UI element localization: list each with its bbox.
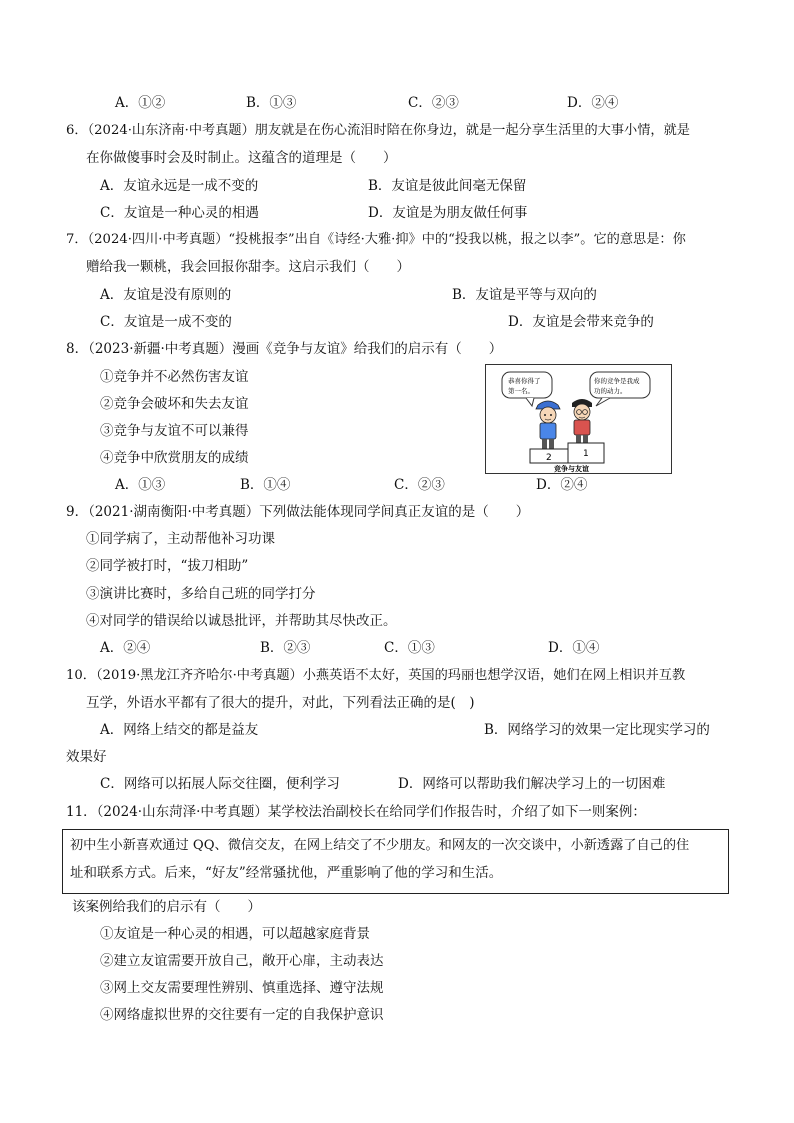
q6-option-b: B．友谊是彼此间毫无保留 xyxy=(368,178,527,194)
boy-with-glasses xyxy=(572,399,592,443)
q9-stem: 9．（2021·湖南衡阳·中考真题）下列做法能体现同学间真正友谊的是（ ） xyxy=(66,504,530,520)
bubble-right-line1: 你的竞争是我成 xyxy=(594,377,640,385)
q9-item-1: ①同学病了，主动帮他补习功课 xyxy=(86,531,275,547)
podium-left-number: 2 xyxy=(546,453,552,463)
q7-option-c: C．友谊是一成不变的 xyxy=(100,314,232,330)
podium-right-number: 1 xyxy=(583,449,589,459)
q9-option-d: D．①④ xyxy=(548,640,600,656)
q7-option-d: D．友谊是会带来竞争的 xyxy=(508,314,654,330)
q11-stem: 11．（2024·山东菏泽·中考真题）某学校法治副校长在给同学们作报告时，介绍了如下一则案例： xyxy=(66,804,646,820)
q10-option-b-continued: 效果好 xyxy=(66,749,107,765)
bubble-left-line2: 第一名。 xyxy=(508,387,534,395)
q10-option-c: C．网络可以拓展人际交往圈，便利学习 xyxy=(100,776,340,792)
q7-stem-line1: 7．（2024·四川·中考真题）“投桃报李”出自《诗经·大雅·抑》中的“投我以桃，报之以李”。它的意思是：你 xyxy=(66,232,686,247)
q5-option-a: A．①② xyxy=(115,95,166,111)
q7-option-a: A．友谊是没有原则的 xyxy=(100,287,232,303)
case-line-2: 址和联系方式。后来，“好友”经常骚扰他，严重影响了他的学习和生活。 xyxy=(70,865,503,881)
competition-friendship-cartoon xyxy=(485,364,672,474)
q9-option-c: C．①③ xyxy=(384,640,435,656)
q9-option-a: A．②④ xyxy=(100,640,151,656)
q8-item-3: ③竞争与友谊不可以兼得 xyxy=(100,423,249,439)
q8-item-4: ④竞争中欣赏朋友的成绩 xyxy=(100,450,249,466)
q11-item-4: ④网络虚拟世界的交往要有一定的自我保护意识 xyxy=(100,1007,384,1023)
q5-option-b: B．①③ xyxy=(246,95,297,111)
cartoon-caption: 竞争与友谊 xyxy=(554,465,589,473)
q6-option-c: C．友谊是一种心灵的相遇 xyxy=(100,205,259,221)
q7-option-b: B．友谊是平等与双向的 xyxy=(452,287,597,303)
q9-item-4: ④对同学的错误给以诚恳批评，并帮助其尽快改正。 xyxy=(86,613,397,629)
bubble-left-line1: 恭喜你得了 xyxy=(508,377,541,385)
q9-option-b: B．②③ xyxy=(260,640,311,656)
q8-option-b: B．①④ xyxy=(240,477,291,493)
q10-option-a: A．网络上结交的都是益友 xyxy=(100,722,259,738)
q6-stem-line2: 在你做傻事时会及时制止。这蕴含的道理是（ ） xyxy=(86,150,397,166)
q5-option-d: D．②④ xyxy=(567,95,619,111)
q11-item-2: ②建立友谊需要开放自己，敞开心扉，主动表达 xyxy=(100,953,384,969)
q9-item-3: ③演讲比赛时，多给自己班的同学打分 xyxy=(86,586,316,602)
bubble-right-line2: 功的动力。 xyxy=(594,387,627,395)
q6-option-d: D．友谊是为朋友做任何事 xyxy=(368,205,528,221)
q10-option-b: B．网络学习的效果一定比现实学习的 xyxy=(484,722,710,738)
q6-option-a: A．友谊永远是一成不变的 xyxy=(100,178,259,194)
q11-item-1: ①友谊是一种心灵的相遇，可以超越家庭背景 xyxy=(100,926,370,942)
q11-item-3: ③网上交友需要理性辨别、慎重选择、遵守法规 xyxy=(100,980,384,996)
q11-prompt: 该案例给我们的启示有（ ） xyxy=(72,899,261,915)
q9-item-2: ②同学被打时，“拔刀相助” xyxy=(86,558,249,574)
q6-stem-line1: 6．（2024·山东济南·中考真题）朋友就是在伤心流泪时陪在你身边，就是一起分享生活里的大事小情，就是 xyxy=(66,123,690,138)
q10-option-d: D．网络可以帮助我们解决学习上的一切困难 xyxy=(398,776,666,792)
q8-option-a: A．①③ xyxy=(115,477,166,493)
q10-stem-line1: 10．（2019·黑龙江齐齐哈尔·中考真题）小燕英语不太好，英国的玛丽也想学汉语，她们在网上相识并互教 xyxy=(66,668,686,683)
q7-stem-line2: 赠给我一颗桃，我会回报你甜李。这启示我们（ ） xyxy=(86,259,410,275)
q8-item-2: ②竞争会破坏和失去友谊 xyxy=(100,396,249,412)
q10-stem-line2: 互学，外语水平都有了很大的提升，对此，下列看法正确的是( ) xyxy=(86,695,475,711)
q8-option-c: C．②③ xyxy=(394,477,445,493)
q5-option-c: C．②③ xyxy=(408,95,459,111)
q8-item-1: ①竞争并不必然伤害友谊 xyxy=(100,369,249,385)
q8-stem: 8．（2023·新疆·中考真题）漫画《竞争与友谊》给我们的启示有（ ） xyxy=(66,341,503,357)
boy-with-cap xyxy=(536,401,560,449)
q8-option-d: D．②④ xyxy=(536,477,588,493)
case-line-1: 初中生小新喜欢通过 QQ、微信交友，在网上结交了不少朋友。和网友的一次交谈中，小新透露了自己的住 xyxy=(70,838,690,853)
